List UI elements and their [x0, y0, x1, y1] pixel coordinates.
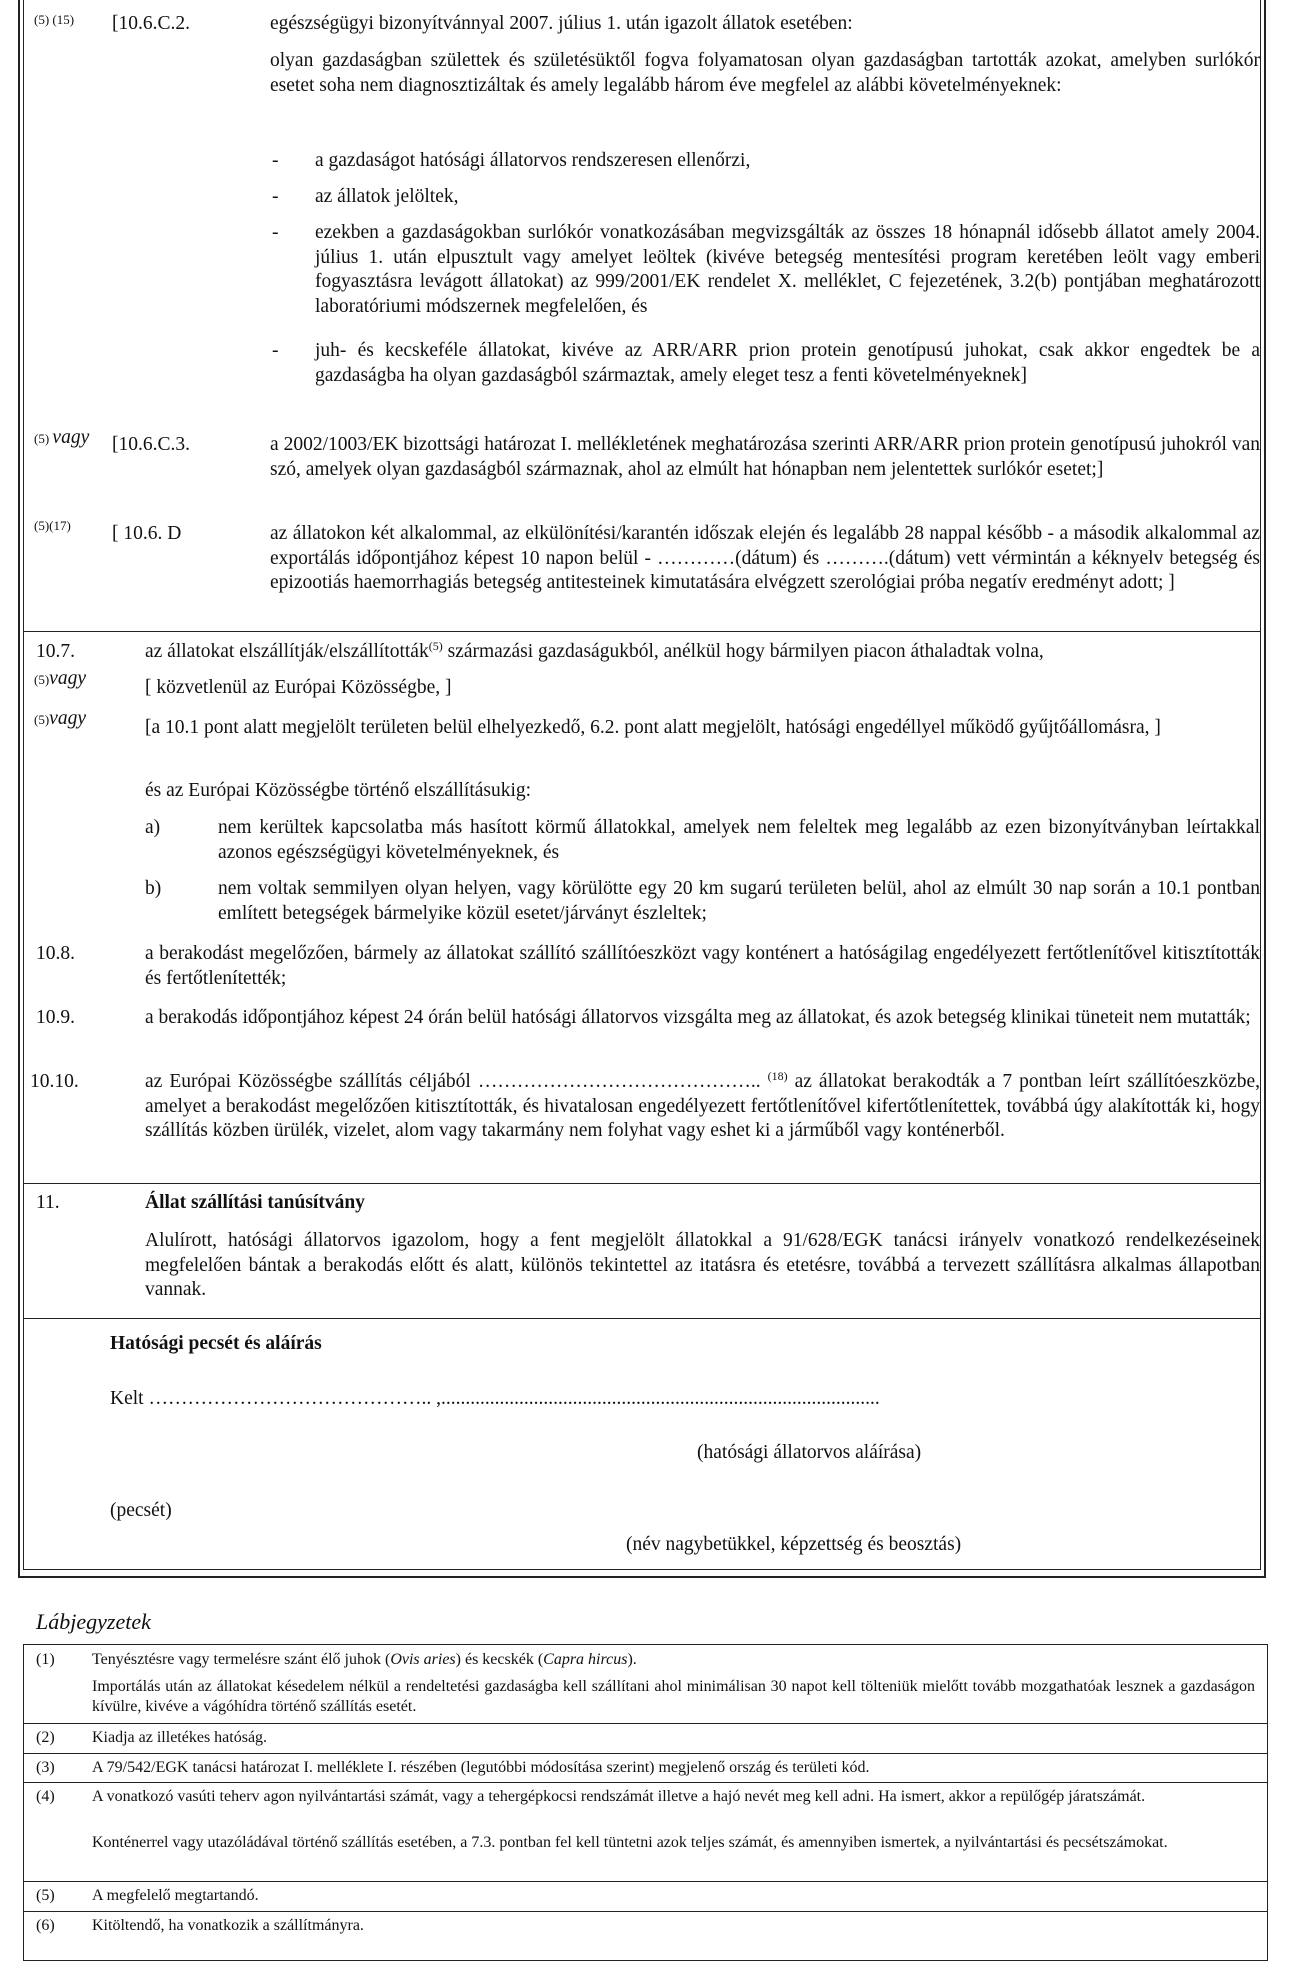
footnote-continuation: Konténerrel vagy utazóládával történő szállítás esetében, a 7.3. pontban fel kell tüntetni azok teljes számát, és amennyiben ismertek, a nyilvántartási és pecsétszámokat. [92, 1834, 1168, 1851]
section-title: Állat szállítási tanúsítvány [145, 1192, 365, 1213]
section-code: [10.6.C.2. [112, 13, 190, 34]
vet-signature-caption: (hatósági állatorvos aláírása) [697, 1442, 922, 1463]
alternative-text: [ közvetlenül az Európai Közösségbe, ] [145, 677, 452, 698]
bullet-dash: - [272, 186, 279, 207]
section-intro: olyan gazdaságban születtek és születésüktől fogva folyamatosan olyan gazdaságban tartották azokat, amelyben surlókór esetet soha nem diagnosztizáltak és amely legalább három éve megfelel az alábbi követelményeknek: [270, 50, 1260, 96]
footnote-number: (2) [36, 1729, 55, 1746]
section-number: 10.10. [30, 1071, 79, 1092]
footnote-text: A vonatkozó vasúti teherv agon nyilvántartási számát, vagy a tehergépkocsi rendszámát illetve a hajó nevét meg kell adni. Ha ismert, akkor a repülőgép járatszámát. [92, 1788, 1146, 1805]
signature-heading: Hatósági pecsét és aláírás [110, 1333, 322, 1354]
vagy-marker: (5)vagy [34, 668, 86, 689]
footnote-text: Kitöltendő, ha vonatkozik a szállítmányra. [92, 1917, 364, 1934]
footnote-number: (5) [36, 1887, 55, 1904]
section-text: az állatokon két alkalommal, az elkülönítési/karantén időszak elején és legalább 28 nappal később - a második alkalommal az exportálás időpontjához képest 10 napon belül - …………(dátum) és ……….(dátum) vett vérmintán a kéknyelv betegség és epizootiás haemorrhagiás betegség antitesteinek kimutatására elvégzett szerológiai próba negatív eredményt adott; ] [270, 523, 1260, 593]
alternative-text: [a 10.1 pont alatt megjelölt területen belül elhelyezkedő, 6.2. pont alatt megjelölt, hatósági engedéllyel működő gyűjtőállomásra, ] [145, 717, 1161, 738]
bullet-item: juh- és kecskeféle állatokat, kivéve az ARR/ARR prion protein genotípusú juhokat, csak akkor engedtek be a gazdaságba ha olyan gazdaságból származtak, amely eleget tesz a fenti követelményeknek] [315, 340, 1260, 386]
footnote-number: (6) [36, 1917, 55, 1934]
footnote-text: A megfelelő megtartandó. [92, 1887, 259, 1904]
footnotes-title: Lábjegyzetek [36, 1609, 151, 1634]
bullet-item: ezekben a gazdaságokban surlókór vonatkozásában megvizsgálták az összes 18 hónapnál idősebb állatot amely 2004. július 1. után elpusztult vagy amelyet leöltek (kivéve betegség mentesítési program keretében leölt vagy emberi fogyasztásra levágott állatokat) az 999/2001/EK rendelet X. melléklet, C fejezetének, 3.2(b) pontjában meghatározott laboratóriumi módszernek megfelelően, és [315, 222, 1260, 317]
footnote-marker: (5)(17) [34, 518, 71, 533]
section-divider [23, 1318, 1261, 1319]
footnote-number: (4) [36, 1788, 55, 1805]
section-text: az állatokat elszállítják/elszállították$^{(5)}$ származási gazdaságukból, anélkül hogy bármilyen piacon áthaladtak volna, [145, 639, 1044, 662]
bullet-item: az állatok jelöltek, [315, 186, 459, 207]
bullet-dash: - [272, 150, 279, 171]
section-text: a 2002/1003/EK bizottsági határozat I. mellékletének meghatározása szerinti ARR/ARR prion protein genotípusú juhokról van szó, amelyek olyan gazdaságból származnak, ahol az elmúlt hat hónapban nem jelentettek surlókór esetet;] [270, 434, 1260, 480]
footnote-continuation: Importálás után az állatokat késedelem nélkül a rendeltetési gazdaságba kell szállítani ahol minimálisan 30 napot kell tölteniük mielőtt tovább mozgathatóak lesznek a gazdaságon kívülre, kivéve a vágóhídra történő szállítás esetét. [92, 1678, 1255, 1715]
section-title: egészségügyi bizonyítvánnyal 2007. július 1. után igazolt állatok esetében: [270, 13, 853, 34]
bullet-item: a gazdaságot hatósági állatorvos rendszeresen ellenőrzi, [315, 150, 751, 171]
footnote-divider [23, 1723, 1268, 1724]
kelt-line: Kelt …………………………………….. ,.......................................................................................... [110, 1388, 880, 1409]
section-text: az Európai Közösségbe szállítás céljából …………………………………….. $^{(18)}$ az állatokat berakodták a 7 pontban leírt szállítóeszközbe, amelyet a berakodást megelőzően kitisztították, és hivatalosan engedélyezett fertőtlenítővel kifertőtlenítettek, továbbá úgy alakították ki, hogy szállítás közben ürülék, vizelet, alom vagy takarmány nem folyhat vagy eshet ki a járműből vagy konténerből. [145, 1069, 1261, 1141]
footnote-text: A 79/542/EGK tanácsi határozat I. melléklete I. részében (legutóbbi módosítása szerint) megjelenő ország és területi kód. [92, 1759, 870, 1776]
footnote-divider [23, 1881, 1268, 1882]
section-number: 11. [36, 1192, 60, 1213]
section-text: a berakodást megelőzően, bármely az állatokat szállító szállítóeszközt vagy konténert a hatóságilag engedélyezett fertőtlenítővel kitisztították és fertőtlenítették; [145, 943, 1260, 989]
section-number: 10.9. [36, 1007, 75, 1028]
section-code: [10.6.C.3. [112, 434, 190, 455]
bullet-dash: - [272, 222, 279, 243]
section-code: [ 10.6. D [112, 523, 182, 544]
footnote-divider [23, 1782, 1268, 1783]
section-divider [23, 631, 1261, 632]
until-text: és az Európai Közösségbe történő elszállításukig: [145, 780, 532, 801]
footnote-divider [23, 1911, 1268, 1912]
footnote-number: (1) [36, 1651, 55, 1668]
name-caption: (név nagybetükkel, képzettség és beosztás) [626, 1534, 962, 1555]
item-text: nem voltak semmilyen olyan helyen, vagy körülötte egy 20 km sugarú területen belül, ahol az elmúlt 30 nap során a 10.1 pontban említett betegségek bármelyike közül esetet/járványt észleltek; [218, 878, 1260, 924]
item-text: nem kerültek kapcsolatba más hasított körmű állatokkal, amelyek nem feleltek meg legalább az ezen bizonyítványban leírtakkal azonos egészségügyi követelményeknek, és [218, 817, 1260, 863]
footnote-divider [23, 1753, 1268, 1754]
footnote-text: Kiadja az illetékes hatóság. [92, 1729, 268, 1746]
footnote-marker: (5) (15) [34, 12, 75, 27]
footnote-text: Tenyésztésre vagy termelésre szánt élő juhok (Ovis aries) és kecskék (Capra hircus). [92, 1651, 637, 1668]
section-divider [23, 1183, 1261, 1184]
section-text: Alulírott, hatósági állatorvos igazolom, hogy a fent megjelölt állatokkal a 91/628/EGK tanácsi irányelv vonatkozó rendelkezéseinek megfelelően bántak a berakodás előtt és alatt, különös tekintettel az itatásra és etetésre, továbbá a tervezett szállításra alkalmas állapotban vannak. [145, 1230, 1260, 1300]
footnote-number: (3) [36, 1759, 55, 1776]
vagy-marker: (5)vagy [34, 708, 86, 729]
item-label: b) [145, 878, 162, 899]
section-number: 10.8. [36, 943, 75, 964]
section-text: a berakodás időpontjához képest 24 órán belül hatósági állatorvos vizsgálta meg az állatokat, és azok betegség klinikai tüneteit nem mutatták; [145, 1007, 1251, 1028]
stamp-caption: (pecsét) [110, 1500, 172, 1521]
vagy-marker: (5) vagy [34, 427, 90, 448]
section-number: 10.7. [36, 641, 75, 662]
bullet-dash: - [272, 340, 279, 361]
item-label: a) [145, 817, 161, 838]
